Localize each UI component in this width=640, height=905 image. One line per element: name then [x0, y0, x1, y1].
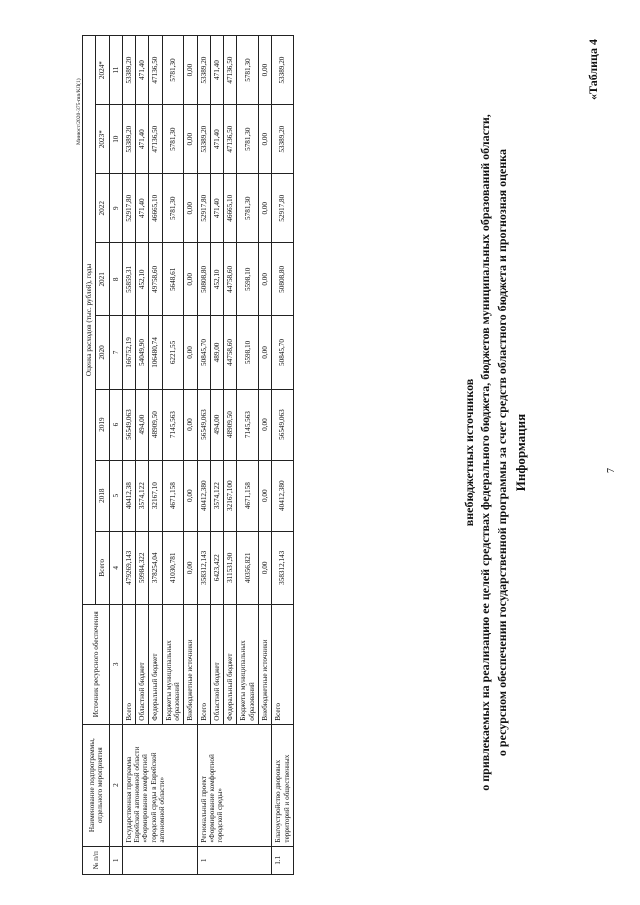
header-col-number: 8 — [109, 243, 122, 316]
table-row — [197, 36, 210, 875]
amount-cell: 5781,30 — [237, 105, 259, 174]
amount-cell: 0,00 — [258, 174, 271, 243]
amount-cell: 47136,50 — [149, 105, 162, 174]
amount-cell: 471,40 — [210, 105, 223, 174]
amount-cell: 0,00 — [184, 389, 197, 460]
amount-cell: 44758,60 — [224, 243, 237, 316]
amount-cell: 53389,20 — [272, 105, 294, 174]
header-col-number: 6 — [109, 389, 122, 460]
funding-source: Областной бюджет — [136, 604, 149, 724]
table-row — [122, 36, 135, 875]
amount-cell: 378254,04 — [149, 531, 162, 604]
amount-cell: 50845,70 — [197, 316, 210, 389]
amount-cell: 0,00 — [258, 460, 271, 531]
amount-cell: 471,40 — [136, 105, 149, 174]
row-number: 1.1 — [272, 846, 294, 874]
amount-cell: 0,00 — [258, 105, 271, 174]
amount-cell: 494,00 — [210, 389, 223, 460]
amount-cell: 471,40 — [210, 36, 223, 105]
amount-cell: 47136,50 — [224, 36, 237, 105]
funding-source: Всего — [272, 604, 294, 724]
amount-cell: 52917,80 — [122, 174, 135, 243]
amount-cell: 5781,30 — [162, 105, 184, 174]
header-col-number: 1 — [109, 846, 122, 874]
amount-cell: 41030,781 — [162, 531, 184, 604]
amount-cell: 4671,158 — [162, 460, 184, 531]
header-year: 2022 — [96, 174, 109, 243]
amount-cell: 7145,563 — [162, 389, 184, 460]
page-number: 7 — [606, 468, 617, 473]
header-col-number: 2 — [109, 724, 122, 846]
amount-cell: 46665,10 — [149, 174, 162, 243]
header-source: Источник ресурсного обеспечения — [83, 604, 110, 724]
header-year: 2018 — [96, 460, 109, 531]
amount-cell: 6221,55 — [162, 316, 184, 389]
amount-cell: 47136,50 — [149, 36, 162, 105]
title-line-1: Информация — [513, 413, 528, 492]
amount-cell: 46665,10 — [224, 174, 237, 243]
amount-cell: 471,40 — [210, 174, 223, 243]
table-row — [272, 36, 294, 875]
amount-cell: 47136,50 — [224, 105, 237, 174]
amount-cell: 56549,063 — [122, 389, 135, 460]
title-line-3: о привлекаемых на реализацию ее целей средствах федерального бюджета, бюджетов муниципальных образований области, — [478, 114, 492, 791]
amount-cell: 0,00 — [184, 36, 197, 105]
funding-source: Областной бюджет — [210, 604, 223, 724]
amount-cell: 0,00 — [258, 243, 271, 316]
program-name: Благоустройство дворовых территорий и общественных — [272, 724, 294, 846]
amount-cell: 0,00 — [184, 460, 197, 531]
amount-cell: 494,00 — [136, 389, 149, 460]
amount-cell: 40412,38 — [122, 460, 135, 531]
amount-cell: 49758,60 — [149, 243, 162, 316]
amount-cell: 40356,821 — [237, 531, 259, 604]
amount-cell: 0,00 — [184, 243, 197, 316]
amount-cell: 5781,30 — [237, 174, 259, 243]
amount-cell: 166752,19 — [122, 316, 135, 389]
amount-cell: 471,40 — [136, 174, 149, 243]
header-col-number: 11 — [109, 36, 122, 105]
amount-cell: 0,00 — [184, 105, 197, 174]
resource-table — [82, 35, 294, 875]
funding-source: Всего — [122, 604, 135, 724]
funding-source: Бюджеты муниципальных образований — [162, 604, 184, 724]
amount-cell: 489,00 — [210, 316, 223, 389]
amount-cell: 53389,20 — [272, 36, 294, 105]
header-year: 2020 — [96, 316, 109, 389]
header-col-number: 5 — [109, 460, 122, 531]
amount-cell: 55859,31 — [122, 243, 135, 316]
header-col-number: 7 — [109, 316, 122, 389]
amount-cell: 59984,322 — [136, 531, 149, 604]
header-num: № п/п — [83, 846, 110, 874]
header-year: 2019 — [96, 389, 109, 460]
amount-cell: 5781,30 — [237, 36, 259, 105]
amount-cell: 53389,20 — [122, 105, 135, 174]
amount-cell: 40412,380 — [197, 460, 210, 531]
amount-cell: 0,00 — [258, 531, 271, 604]
header-name: Наименование подпрограммы, отдельного мероприятия — [83, 724, 110, 846]
amount-cell: 5598,10 — [237, 243, 259, 316]
funding-source: Бюджеты муниципальных образований — [237, 604, 259, 724]
amount-cell: 452,10 — [210, 243, 223, 316]
amount-cell: 32167,100 — [224, 460, 237, 531]
header-col-number: 4 — [109, 531, 122, 604]
header-year: 2023* — [96, 105, 109, 174]
amount-cell: 53389,20 — [122, 36, 135, 105]
amount-cell: 48909,50 — [224, 389, 237, 460]
footer-mark: Минюст/2020-375-mn/КЛ(1) — [76, 78, 82, 145]
amount-cell: 54049,90 — [136, 316, 149, 389]
amount-cell: 0,00 — [258, 36, 271, 105]
amount-cell: 5648,61 — [162, 243, 184, 316]
amount-cell: 358312,143 — [272, 531, 294, 604]
amount-cell: 0,00 — [184, 174, 197, 243]
header-col-number: 3 — [109, 604, 122, 724]
amount-cell: 0,00 — [184, 316, 197, 389]
header-col-number: 10 — [109, 105, 122, 174]
amount-cell: 5781,30 — [162, 174, 184, 243]
amount-cell: 50845,70 — [272, 316, 294, 389]
amount-cell: 452,10 — [136, 243, 149, 316]
amount-cell: 5781,30 — [162, 36, 184, 105]
amount-cell: 471,40 — [136, 36, 149, 105]
funding-source: Внебюджетные источники — [184, 604, 197, 724]
funding-source: Всего — [197, 604, 210, 724]
header-year: Всего — [96, 531, 109, 604]
table-tag: «Таблица 4 — [586, 39, 600, 100]
funding-source: Федеральный бюджет — [224, 604, 237, 724]
header-year: 2024* — [96, 36, 109, 105]
amount-cell: 0,00 — [258, 389, 271, 460]
amount-cell: 7145,563 — [237, 389, 259, 460]
program-name: Государственная программа Еврейской автономной области «Формирование комфортной городской среды в Еврейской автономной области» — [122, 724, 197, 846]
amount-cell: 0,00 — [258, 316, 271, 389]
amount-cell: 0,00 — [184, 531, 197, 604]
title-line-2: о ресурсном обеспечении государственной программы за счет средств областного бюджета и прогнозная оценка — [495, 148, 509, 757]
header-estimate: Оценка расходов (тыс. рублей), годы — [83, 36, 96, 605]
amount-cell: 52917,80 — [272, 174, 294, 243]
amount-cell: 50808,80 — [197, 243, 210, 316]
row-number — [122, 846, 197, 874]
amount-cell: 56549,063 — [197, 389, 210, 460]
funding-source: Внебюджетные источники — [258, 604, 271, 724]
amount-cell: 106480,74 — [149, 316, 162, 389]
header-col-number: 9 — [109, 174, 122, 243]
row-number: 1 — [197, 846, 272, 874]
amount-cell: 6423,422 — [210, 531, 223, 604]
amount-cell: 50808,80 — [272, 243, 294, 316]
amount-cell: 32167,10 — [149, 460, 162, 531]
amount-cell: 4671,158 — [237, 460, 259, 531]
amount-cell: 44758,60 — [224, 316, 237, 389]
amount-cell: 52917,80 — [197, 174, 210, 243]
amount-cell: 53389,20 — [197, 36, 210, 105]
amount-cell: 5598,10 — [237, 316, 259, 389]
amount-cell: 3574,122 — [136, 460, 149, 531]
amount-cell: 3574,122 — [210, 460, 223, 531]
amount-cell: 479269,143 — [122, 531, 135, 604]
amount-cell: 48909,50 — [149, 389, 162, 460]
amount-cell: 53389,20 — [197, 105, 210, 174]
amount-cell: 358312,143 — [197, 531, 210, 604]
program-name: Региональный проект «Формирование комфортной городской среды» — [197, 724, 272, 846]
amount-cell: 40412,380 — [272, 460, 294, 531]
title-line-4: внебюджетных источников — [462, 378, 476, 527]
amount-cell: 311531,90 — [224, 531, 237, 604]
header-year: 2021 — [96, 243, 109, 316]
funding-source: Федеральный бюджет — [149, 604, 162, 724]
amount-cell: 56549,063 — [272, 389, 294, 460]
